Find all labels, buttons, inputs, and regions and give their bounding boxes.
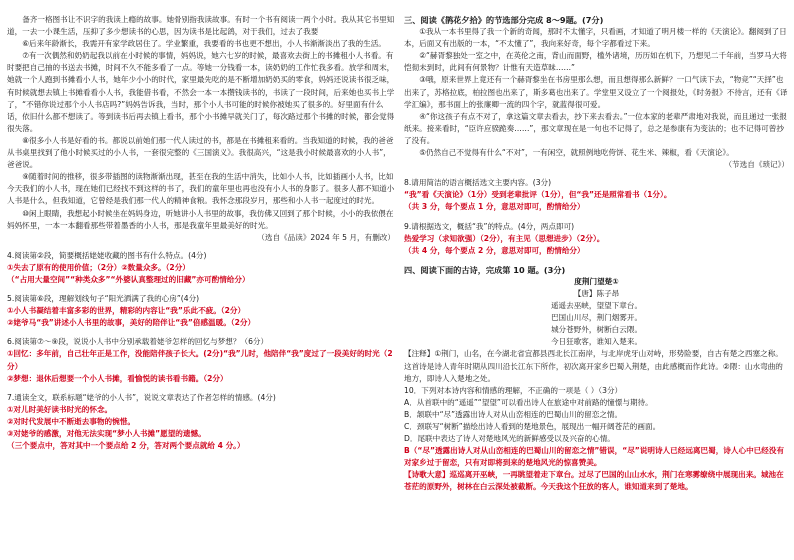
poem-line: 遥遥去巫峡，望望下章台。 bbox=[550, 301, 643, 311]
question-4: 4.阅读第②段，简要概括姥姥收藏的图书有什么特点。(4分) bbox=[7, 250, 207, 260]
answer-8-line: （共 3 分，每个要点 1 分，意思对即可，酌情给分） bbox=[404, 202, 585, 212]
question-5: 5.阅读第⑥段，理解划线句子“阳光洒满了我的心房”(4分) bbox=[7, 294, 200, 304]
answer-7-line: （三个要点中，答对其中一个要点给 2 分，答对两个要点就给 4 分。） bbox=[7, 441, 245, 451]
section-4-heading: 四、阅读下面的古诗，完成第 10 题。(3分) bbox=[404, 264, 566, 275]
excerpt-source: （节选自《琐记》） bbox=[724, 160, 789, 170]
article-paragraph: ⑩闲上眼睛，我想起小时候坐在妈妈身边，听她讲小人书里的故事，我仿佛又回到了那个时候，小小的我依偎在妈妈怀里，一本一本翻看那些带着墨香的小人书，那是我童年里最美好的时光。 bbox=[7, 208, 394, 230]
poem-author: 【唐】陈子昂 bbox=[573, 288, 620, 298]
question-8: 8.请用简洁的语言概括选文主要内容。(3分) bbox=[404, 178, 552, 188]
excerpt-paragraph: ③哦，原来世界上竟还有一个赫胥黎坐在书房里那么想，而且想得那么新鲜？一口气读下去，“物竞”“天择”也出来了，苏格拉底，柏拉图也出来了，斯多葛也出来了。学堂里又设立了一个阅报处，《时务报》不待言，还有《译学汇编》，那书面上的张廉卿一流的四个字，就蓝得很可爱。 bbox=[404, 75, 788, 109]
article-paragraph: ⑧很多小人书是好看的书。都说以前她们那一代人读过的书，都是在书摊租来看的。当我知道的时候，我的爸爸从书桌里找到了他小时候买过的小人书，一套很完整的《三国演义》。我很高兴，“这是我小时候最喜欢的小人书”，爸爸说。 bbox=[7, 135, 394, 170]
article-paragraph: ⑥后来年龄渐长，我需开有家学政居住了。学业繁重，我要看的书也更不想出，小人书渐渐淡出了我的生活。 bbox=[22, 39, 386, 49]
answer-7-line: ②对时代发展中不断逝去事物的惋惜。 bbox=[7, 416, 135, 426]
answer-10-text: （“尽”透露出诗人对从山峦相连的巴蜀山川的留恋之情”错误，“尽”说明诗人已经远离巴蜀，诗人心中已经没有对家乡过于留恋，只有对即将到来的楚地风光的惊喜赞美。 bbox=[404, 446, 785, 468]
answer-8-line: “我”看《天演论》（1分）受到老辈批评（1分），但“我”还是照常看书（1分）。 bbox=[404, 190, 672, 200]
answer-9-line: （共 4 分，每个要点 2 分，意思对即可，酌情给分） bbox=[404, 245, 585, 255]
poem-line: 巴国山川尽，荆门烟雾开。 bbox=[550, 313, 643, 323]
answer-7-line: ①对儿时美好读书时光的怀念。 bbox=[7, 404, 113, 414]
question-9: 9.请根据选文，概括“我”的特点。(4分，两点即可) bbox=[404, 221, 575, 231]
answer-9-line: 热爱学习（求知欲强）（2分），有主见（思想进步）（2分）。 bbox=[404, 233, 605, 243]
excerpt-paragraph: ②“赫胥黎独处一室之中，在英伦之南，背山而面野，槛外诸境，历历如在机下，乃想见二千年前，当罗马大将恺彻未到时，此间有何景物？计惟有天造草昧……” bbox=[404, 51, 787, 73]
option-a: A．从首联中的“遥遥”“望望”可以看出诗人在旅途中对前路的憧憬与期待。 bbox=[404, 397, 653, 407]
option-c: C．颈联写“树断”描绘出诗人看到的楚地景色，展现出一幅开阔苍茫的画面。 bbox=[404, 422, 661, 431]
poem-note: 【注释】①荆门，山名，在今湖北省宜都县西北长江南岸，与北岸虎牙山对峙，形势险要，自古有楚之西塞之称。这首诗是诗人青年时期从四川沿长江东下所作，初次离开家乡巴蜀入荆楚，由此感概而作此诗。②隈：山水弯曲的地方，即诗人入楚地之处。 bbox=[404, 349, 783, 383]
excerpt-paragraph: ⑤仍然自己不觉得有什么“不对”，一有闲空，就照例地吃侉饼、花生米、辣椒，看《天演论》。 bbox=[419, 148, 734, 158]
answer-10-letter: B bbox=[404, 446, 410, 456]
answer-7-line: ③对姥爷的感激，对他无法实现“梦小人书摊”愿望的遗憾。 bbox=[7, 429, 206, 438]
article-paragraph: 备齐一格图书让不识字的我读上瘾的故事。她骨别指我读故事。有时一个书有阅读一两个小时。我从其它书里知道，一去一小课生活，压抑了多少想读书的心思，因为读书是比起鸽，对于我们，过去了我要 bbox=[7, 15, 395, 37]
answer-6-line: ②梦想：退休后想要一个小人书摊，看愉悦的读书看书籍。（2分） bbox=[7, 373, 228, 383]
answer-5-line: ②姥爷马“我”讲述小人书里的故事，美好的陪伴让“我”倍感温暖。（2分） bbox=[7, 318, 256, 328]
section-3-heading: 三、阅读《鹊花夕拾》的节选部分完成 8～9题。(7分) bbox=[404, 15, 604, 25]
question-10: 10．下列对本诗内容和情感的理解，不正确的一项是（ ）（3分） bbox=[404, 385, 623, 395]
poem-line: 今日狂歌客，谁知入楚来。 bbox=[550, 337, 643, 347]
answer-4-line: ①失去了原有的使用价值；（2分）②数量众多。（2分） bbox=[7, 262, 190, 272]
article-paragraph: ⑨随着时间的推移，很多带插图的读物渐渐出现，甚至在我的生活中消失，比如小人书，比如插画小人书，比如今天我们的小人书，现在她们已经找不到这样的书了，我们的童年里也再也没有小人书的身影了。很多人都不知道小人书是什么，但我知道，它曾经是我们那一代人的精神食粮。我怀念那段岁月，那些和小人书一起度过的时光。 bbox=[7, 172, 395, 206]
poem-title: 度荆门望楚① bbox=[574, 276, 619, 286]
option-b: B．颔联中“尽”透露出诗人对从山峦相连的巴蜀山川的留恋之情。 bbox=[404, 409, 623, 419]
excerpt-paragraph: ①我从一本书里得了我一个新的奇闻，那时不太懂字，只看画，才知道了明月楼一样的《天演论》。翻阅到了日本，后面又有出版的一本，“不太懂了”，我向来好奇，每个字都看过下来。 bbox=[404, 27, 787, 49]
question-6: 6.阅读第⑦～⑨段，说说小人书中分别承载着姥爷怎样的回忆与梦想？（6分） bbox=[7, 337, 269, 347]
article-source: （选自《品读》2024 年 5 月，有删改） bbox=[257, 232, 395, 242]
answer-4-line: （“占用大量空间”“种类众多”“外婆认真整理过的旧藏”亦可酌情给分） bbox=[7, 274, 250, 284]
option-d: D．尾联中表达了诗人对楚地风光的新鲜感受以及兴奋的心情。 bbox=[404, 434, 615, 444]
answer-6-line: ①回忆：多年前，自己壮年正是工作，没能陪伴孩子长大。(2分)“我”儿时，他陪伴“我”度过了一段美好的时光（2分） bbox=[7, 349, 393, 371]
poem-meaning: 【诗歌大意】巡巡离开巫峡，一再眺望着走下章台。过尽了巴国的山山水水，荆门在寒雾缭绕中展现出来。城池在苍茫的原野外，树林在白云深处被截断。今天我这个狂放的客人，谁知道来到了楚地。 bbox=[404, 470, 784, 492]
right-column bbox=[404, 14, 789, 494]
article-paragraph: ⑦有一次偶然和奶奶起我以前在小时候的事情，妈妈说，她六七岁的时候，最喜欢去街上的书摊租小人书看。有时要把自己抽的书送去书摊，时间不久不能多看了一点。等她一分钱看一本，读奶奶的工作忙我多看。放学和周末，她就一个人跑到书摊看小人书，她年少小小的时代，家里最先吃的是不断增加奶奶买的零食，妈妈还说读书很乏味，有时候就想去镇上书摊看看小人书，我能借书看，不然会一本一本攒钱读书的，书读了一段时间，后来她也买书上学了，“不错你说过那个小人书店吗?”妈妈告诉我，当时，那个小人书可能的时候你被她买了很多的。好里面有什么话，依旧什么都不想读了。等到读书后再去镇上看书，那个小书摊早就关门了，每次路过那个书摊的时候，都会觉得很失落。 bbox=[7, 51, 395, 133]
excerpt-paragraph: ④“你这孩子有点不对了，拿这篇文章去看去，抄下来去看去。”一位本家的老辈严肃地对我说，而且递过一张报纸来。接来看时，“臣许应骙跪奏……”，那文章现在是一句也不记得了，总之是参康有为变法的；也不记得可曾抄了没有。 bbox=[404, 111, 787, 145]
poem-line: 城分苍野外，树断白云隈。 bbox=[550, 325, 643, 335]
answer-5-line: ①小人书凝结着丰富多彩的世界，精彩的内容让“我”乐此不疲。（2分） bbox=[7, 306, 246, 316]
answer-10 bbox=[404, 445, 789, 469]
left-column bbox=[7, 14, 395, 452]
question-7: 7.通读全文，联系标题“姥爷的小人书”，说说文章表达了作者怎样的情感。(4分) bbox=[7, 392, 276, 402]
